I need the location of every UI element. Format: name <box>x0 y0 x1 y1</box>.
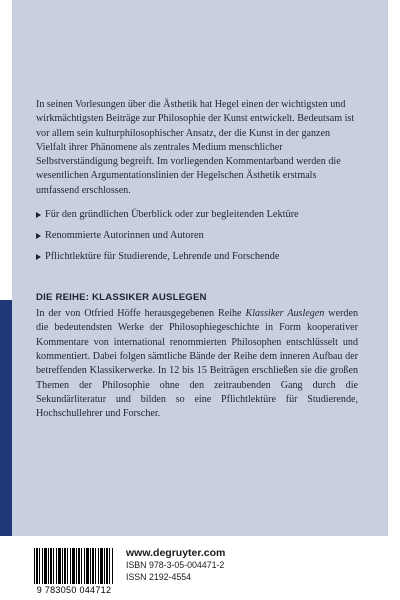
series-text-end: werden die bedeutendsten Werke der Philosophiegeschichte in Form kooperativer Kommentare von international renommierten Philosophen entschlüsselt und kommentiert. Dabei folgen sämtliche Bände der Reihe dem inneren Aufbau der betreffenden Klassikerwerke. In 12 bis 15 Beiträgen erschließen sie die großen Themen der Philosophie ohne den zeitraubenden Gang durch die Sekundärliteratur und bilden so eine Pflichtlektüre für Studierende, Hochschullehrer und Forscher. <box>36 308 358 420</box>
series-text-start: In der von Otfried Höffe herausgegebenen Reihe <box>36 308 246 320</box>
feature-list <box>36 208 358 264</box>
list-item <box>36 250 358 264</box>
triangle-bullet-icon <box>36 233 41 239</box>
back-cover-text <box>36 98 358 421</box>
barcode-bars-icon <box>34 548 114 584</box>
barcode-number: 9 783050 044712 <box>36 585 112 595</box>
publisher-url: www.degruyter.com <box>126 547 226 559</box>
series-title: Klassiker Auslegen <box>245 308 325 320</box>
triangle-bullet-icon <box>36 254 41 260</box>
intro-paragraph: In seinen Vorlesungen über die Ästhetik hat Hegel einen der wichtigsten und wirkmächtigsten Beiträge zur Philosophie der Kunst entwickelt. Bedeutsam ist vor allem sein kulturphilosophischer Ansatz, der die Kunst in der ganzen Vielfalt ihrer Phänomene als zentrales Medium menschlicher Selbstverständigung begreift. Im vorliegenden Kommentarband werden die wesentlichen Argumentationslinien der Hegelschen Ästhetik erstmals umfassend erschlossen. <box>36 99 355 196</box>
series-description <box>36 307 358 421</box>
list-item-text: Renommierte Autorinnen und Autoren <box>45 230 204 242</box>
publisher-info <box>126 546 225 583</box>
list-item-text: Für den gründlichen Überblick oder zur begleitenden Lektüre <box>45 209 299 221</box>
series-heading: DIE REIHE: KLASSIKER AUSLEGEN <box>36 292 207 304</box>
isbn-line: ISBN 978-3-05-004471-2 <box>126 560 225 570</box>
issn-line: ISSN 2192-4554 <box>126 571 192 582</box>
barcode <box>30 546 118 598</box>
list-item-text: Pflichtlektüre für Studierende, Lehrende und Forschende <box>45 251 280 263</box>
list-item <box>36 208 358 222</box>
list-item <box>36 229 358 243</box>
cover-left-stripe <box>0 300 12 536</box>
triangle-bullet-icon <box>36 212 41 218</box>
